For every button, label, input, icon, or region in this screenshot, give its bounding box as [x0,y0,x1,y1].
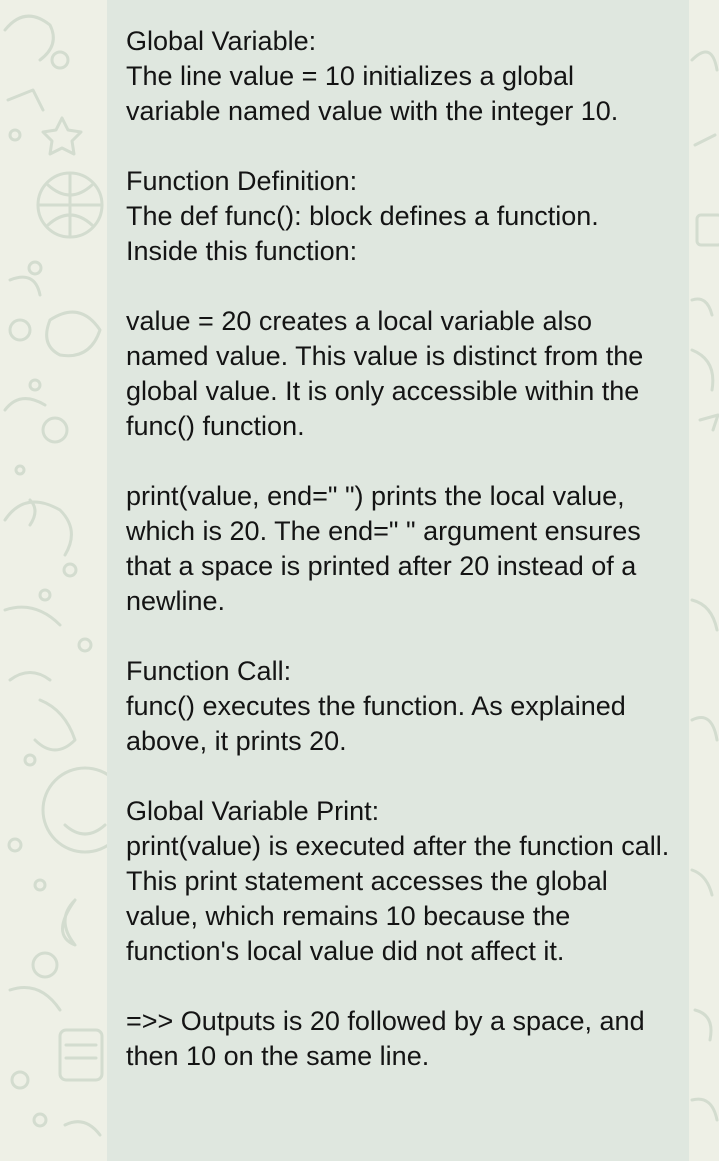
message-paragraph: =>> Outputs is 20 followed by a space, and then 10 on the same line. [126,1006,653,1071]
moon-doodle [63,900,76,945]
bag-doodle [697,215,719,245]
message-paragraph: Function Definition: The def func(): block defines a function. Inside this function: [126,166,599,266]
leaf-doodle [5,16,53,60]
star-doodle [43,118,81,154]
message-bubble [107,0,689,1161]
message-paragraph: print(value, end=" ") prints the local value, which is 20. The end=" " argument ensures that a space is printed after 20 instead of a newline. [126,481,649,616]
card-doodle [60,1030,102,1080]
pepper-doodle [35,700,75,750]
message-paragraph: Function Call: func() executes the function. As explained above, it prints 20. [126,656,626,756]
plant-doodle [47,312,100,356]
message-paragraph: Global Variable Print: print(value) is executed after the function call. This print statement accesses the global value, which remains 10 because the function's local value did not affect it. [126,796,670,966]
message-paragraph: Global Variable: The line value = 10 initializes a global variable named value with the integer 10. [126,26,619,126]
message-paragraph: value = 20 creates a local variable also named value. This value is distinct from the global value. It is only accessible within the func() function. [126,306,651,441]
